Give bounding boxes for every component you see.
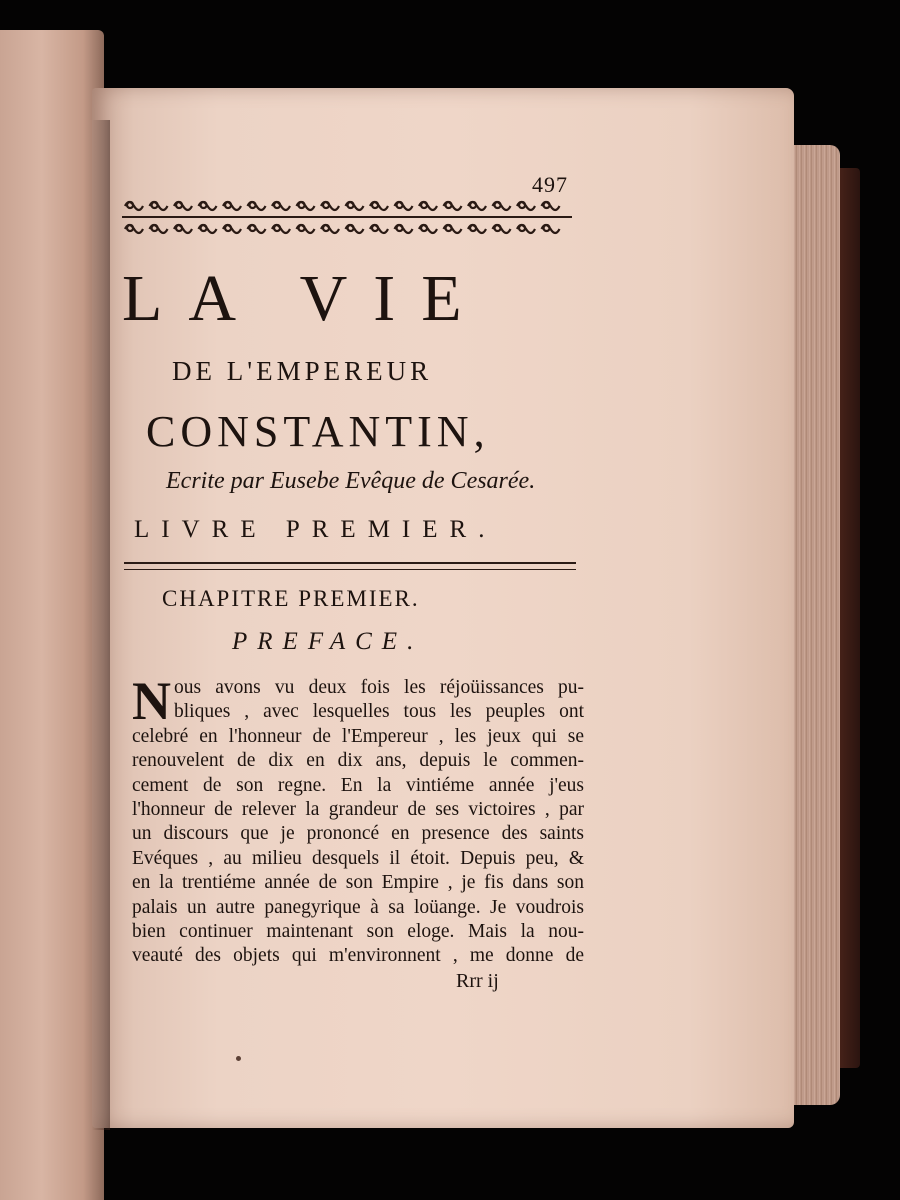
paper-speck [236, 1056, 241, 1061]
ornament-flourish [248, 202, 266, 210]
page-number: 497 [532, 172, 568, 197]
ornament-flourish [174, 202, 192, 210]
ornament-flourish [493, 202, 511, 210]
ornament-flourish [199, 225, 217, 233]
left-facing-page [0, 30, 104, 1200]
ornament-flourish [174, 225, 192, 233]
ornament-flourish [517, 202, 535, 210]
ornament-flourish [468, 202, 486, 210]
title-subline-2: CONSTANTIN, [146, 407, 490, 456]
body-line: veauté des objets qui m'environnent , me donne de [132, 945, 584, 967]
book-page [92, 88, 794, 1128]
page-gutter-shadow [92, 120, 110, 1130]
drop-cap-letter: N [132, 671, 171, 731]
ornament-flourish [297, 225, 315, 233]
ornament-flourish [395, 202, 413, 210]
ornament-flourish [346, 225, 364, 233]
body-line: l'honneur de relever la grandeur de ses victoires , par [132, 798, 584, 820]
author-line: Ecrite par Eusebe Evêque de Cesarée. [166, 468, 536, 494]
ornament-flourish [395, 225, 413, 233]
body-line: palais un autre panegyrique à sa loüange. Je voudrois [132, 896, 584, 918]
ornament-flourish [321, 225, 339, 233]
body-line: ous avons vu deux fois les réjoüissances pu- [174, 677, 584, 698]
body-line: bien continuer maintenant son eloge. Mais la nou- [132, 920, 584, 942]
ornament-flourish [444, 202, 462, 210]
body-line: cement de son regne. En la vintiéme année j'eus [132, 774, 584, 796]
body-line: bliques , avec lesquelles tous les peuples ont [174, 701, 584, 723]
ornament-flourish [542, 202, 560, 210]
ornament-flourish [150, 202, 168, 210]
ornament-flourish [346, 202, 364, 210]
ornament-flourish [223, 225, 241, 233]
body-line: en la trentiéme année de son Empire , je fis dans son [132, 872, 584, 894]
ornament-flourish [493, 225, 511, 233]
ornament-flourish [370, 202, 388, 210]
ornamental-border [122, 196, 572, 240]
ornament-flourish [419, 225, 437, 233]
ornament-flourish [272, 225, 290, 233]
ornament-flourish [199, 202, 217, 210]
ornament-flourish [125, 202, 143, 210]
ornament-flourish [370, 225, 388, 233]
ornament-flourish [125, 225, 143, 233]
page-block-edges [788, 145, 840, 1105]
ornament-flourish [542, 225, 560, 233]
body-line: Evéques , au milieu desquels il étoit. Depuis peu, & [132, 847, 584, 869]
signature-mark: Rrr ij [456, 970, 499, 992]
body-line: celebré en l'honneur de l'Empereur , les jeux qui se [132, 725, 584, 747]
ornament-flourish [297, 202, 315, 210]
book-label: LIVRE PREMIER. [134, 516, 497, 543]
page-title: LA VIE [122, 262, 488, 335]
ornament-flourish [150, 225, 168, 233]
ornament-flourish [272, 202, 290, 210]
ornament-flourish [517, 225, 535, 233]
ornament-flourish [321, 202, 339, 210]
ornament-flourish [444, 225, 462, 233]
title-subline-1: DE L'EMPEREUR [172, 356, 433, 386]
section-heading: PREFACE. [232, 628, 424, 655]
ornament-flourish [223, 202, 241, 210]
divider-rule [124, 562, 576, 570]
ornament-flourish [419, 202, 437, 210]
body-line: un discours que je prononcé en presence des saints [132, 823, 584, 845]
ornament-flourish [468, 225, 486, 233]
body-line: renouvelent de dix en dix ans, depuis le commen- [132, 750, 584, 772]
body-paragraph [132, 671, 584, 969]
chapter-heading: CHAPITRE PREMIER. [162, 586, 420, 611]
ornament-flourish [248, 225, 266, 233]
